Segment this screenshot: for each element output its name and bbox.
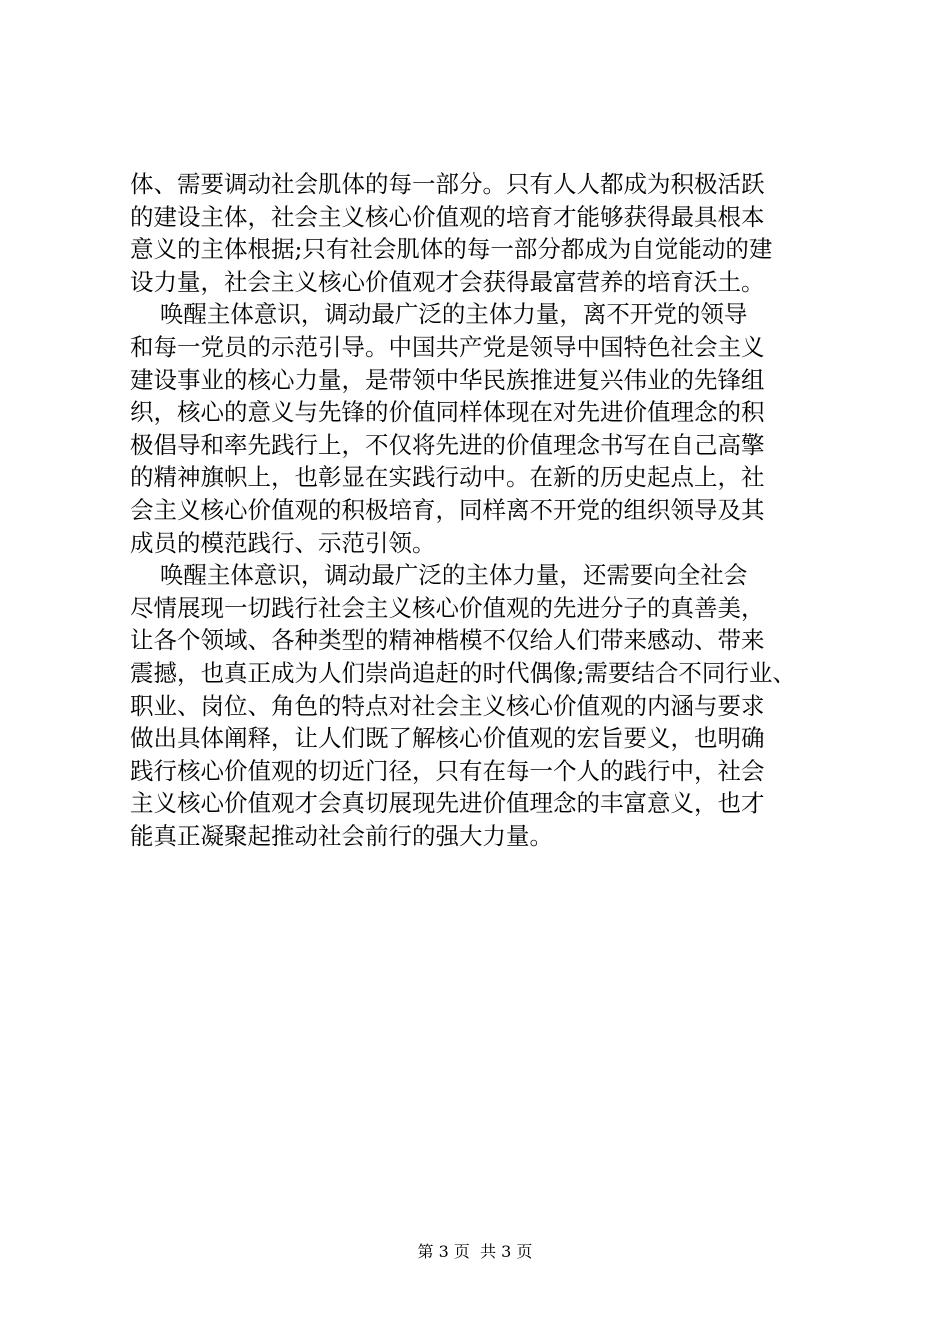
text-line: 意义的主体根据;只有社会肌体的每一部分都成为自觉能动的建 <box>130 235 773 264</box>
text-line: 极倡导和率先践行上，不仅将先进的价值理念书写在自己高擎 <box>130 430 765 459</box>
text-line: 能真正凝聚起推动社会前行的强大力量。 <box>130 821 553 850</box>
paragraph-start-line: 唤醒主体意识，调动最广泛的主体力量，还需要向全社会 <box>130 561 748 590</box>
text-line: 和每一党员的示范引导。中国共产党是领导中国特色社会主义 <box>130 332 765 361</box>
text-line: 的精神旗帜上，也彰显在实践行动中。在新的历史起点上，社 <box>130 463 765 492</box>
text-line: 震撼，也真正成为人们崇尚追赶的时代偶像;需要结合不同行业、 <box>130 658 796 687</box>
text-line: 主义核心价值观才会真切展现先进价值理念的丰富意义，也才 <box>130 789 765 818</box>
text-line: 的建设主体，社会主义核心价值观的培育才能够获得最具根本 <box>130 202 765 231</box>
text-line: 践行核心价值观的切近门径，只有在每一个人的践行中，社会 <box>130 756 765 785</box>
text-line: 织，核心的意义与先锋的价值同样体现在对先进价值理念的积 <box>130 398 765 427</box>
document-body <box>130 168 852 852</box>
paragraph-start-line: 唤醒主体意识，调动最广泛的主体力量，离不开党的领导 <box>130 300 748 329</box>
text-line: 设力量，社会主义核心价值观才会获得最富营养的培育沃土。 <box>130 267 765 296</box>
text-line: 职业、岗位、角色的特点对社会主义核心价值观的内涵与要求 <box>130 691 765 720</box>
text-line: 让各个领域、各种类型的精神楷模不仅给人们带来感动、带来 <box>130 626 765 655</box>
text-line: 会主义核心价值观的积极培育，同样离不开党的组织领导及其 <box>130 495 765 524</box>
page-number-footer: 第 3 页 共 3 页 <box>417 1242 533 1261</box>
text-line: 尽情展现一切践行社会主义核心价值观的先进分子的真善美， <box>130 593 765 622</box>
text-line: 成员的模范践行、示范引领。 <box>130 528 436 557</box>
text-line: 体、需要调动社会肌体的每一部分。只有人人都成为积极活跃 <box>130 170 765 198</box>
text-line: 建设事业的核心力量，是带领中华民族推进复兴伟业的先锋组 <box>130 365 765 394</box>
text-line: 做出具体阐释，让人们既了解核心价值观的宏旨要义，也明确 <box>130 724 765 753</box>
